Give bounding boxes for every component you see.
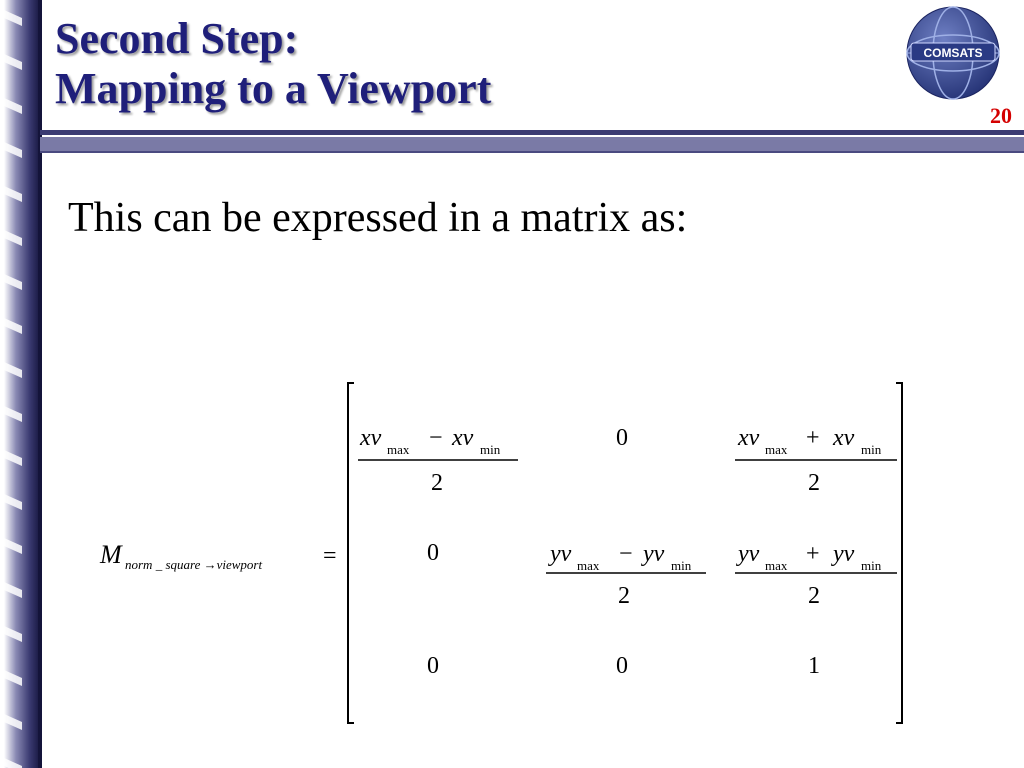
cell-r2c2 — [546, 541, 706, 609]
svg-text:max: max — [765, 558, 788, 573]
cell-r1c2: 0 — [616, 425, 628, 451]
title-divider-top — [40, 130, 1024, 135]
svg-text:xv: xv — [452, 425, 474, 451]
left-decorative-bar — [0, 0, 42, 768]
svg-text:min: min — [861, 558, 882, 573]
svg-text:xv: xv — [833, 425, 855, 451]
svg-text:2: 2 — [618, 583, 630, 609]
svg-text:max: max — [765, 442, 788, 457]
body-text: This can be expressed in a matrix as: — [68, 195, 688, 241]
right-bracket — [896, 383, 902, 723]
svg-text:yv: yv — [833, 541, 855, 567]
svg-text:2: 2 — [808, 470, 820, 496]
svg-text:yv: yv — [643, 541, 665, 567]
left-bracket — [348, 383, 354, 723]
cell-r2c1: 0 — [427, 540, 439, 566]
svg-text:xv: xv — [738, 425, 760, 451]
cell-r1c3 — [735, 425, 897, 496]
svg-text:min: min — [861, 442, 882, 457]
svg-text:xv: xv — [360, 425, 382, 451]
svg-text:−: − — [619, 541, 633, 567]
title-line-2: Mapping to a Viewport — [55, 64, 492, 113]
svg-text:min: min — [480, 442, 501, 457]
cell-r3c1: 0 — [427, 653, 439, 679]
title-divider-bottom — [40, 151, 1024, 153]
cell-r3c3: 1 — [808, 653, 820, 679]
title-divider-band — [40, 137, 1024, 151]
svg-text:2: 2 — [431, 470, 443, 496]
svg-text:yv: yv — [550, 541, 572, 567]
page-number: 20 — [990, 103, 1012, 128]
svg-text:min: min — [671, 558, 692, 573]
cell-r1c1 — [358, 425, 518, 496]
logo-text: COMSATS — [923, 46, 983, 60]
cell-r3c2: 0 — [616, 653, 628, 679]
matrix-subscript: norm _ square →viewport — [125, 557, 263, 572]
svg-text:+: + — [806, 541, 820, 567]
svg-text:−: − — [429, 425, 443, 451]
svg-text:+: + — [806, 425, 820, 451]
svg-text:max: max — [387, 442, 410, 457]
matrix-equation — [95, 375, 1015, 735]
matrix-symbol: M — [100, 540, 122, 569]
svg-text:max: max — [577, 558, 600, 573]
equals-sign: = — [323, 543, 337, 569]
svg-text:2: 2 — [808, 583, 820, 609]
cell-r2c3 — [735, 541, 897, 609]
title-line-1: Second Step: — [55, 14, 299, 63]
comsats-logo — [905, 5, 1001, 101]
slide-title — [55, 14, 491, 114]
svg-text:yv: yv — [738, 541, 760, 567]
